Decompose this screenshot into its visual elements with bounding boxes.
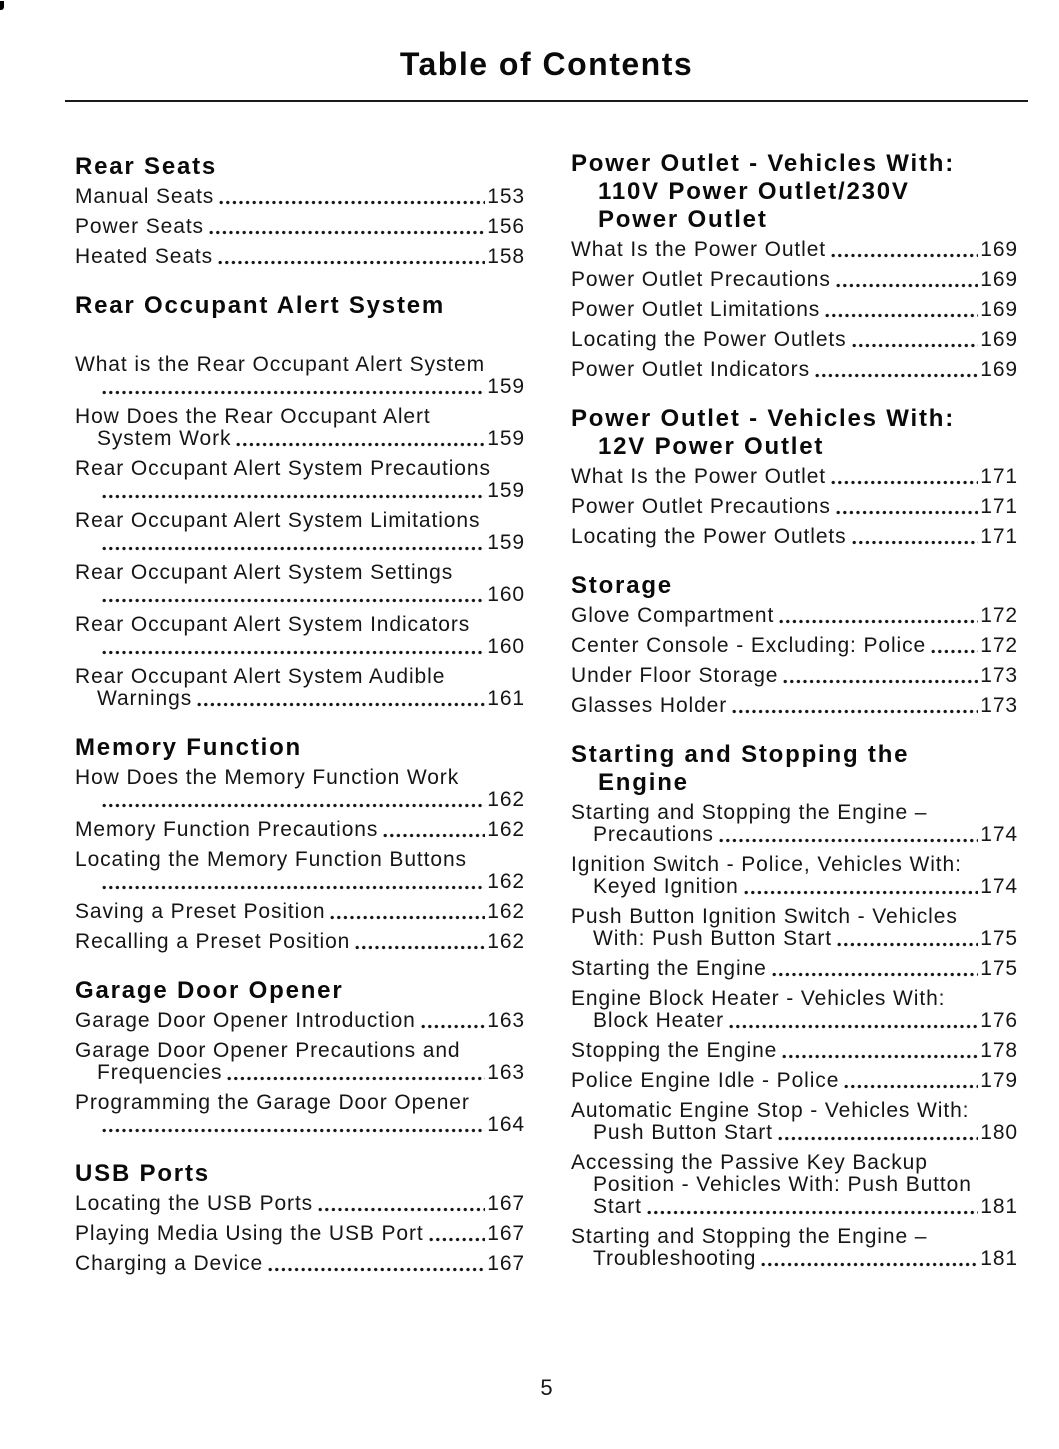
toc-entry [75,1010,525,1032]
entry-line [571,1010,1018,1032]
dot-leader [729,1024,978,1029]
toc-entry [75,1193,525,1215]
entry-line: Engine Block Heater - Vehicles With: [571,987,946,1010]
toc-entry [75,458,525,502]
page-ref: 173 [980,664,1018,687]
dot-leader [844,1084,978,1089]
page-ref: 167 [487,1252,525,1275]
toc-entry [75,186,525,208]
page-ref: 181 [980,1195,1018,1218]
page-ref: 171 [980,495,1018,518]
entry-line: Starting and Stopping the Engine – [571,1225,928,1248]
dot-leader [761,1262,978,1267]
dot-leader [719,838,978,843]
entry-line [75,376,525,398]
scan-artifact [0,1,4,10]
toc-entry [571,466,1018,488]
entry-line [571,928,1018,950]
entry-line [571,1040,1018,1062]
page-ref: 162 [487,818,525,841]
section-heading [571,405,1018,461]
page-ref: 161 [487,687,525,710]
entry-line: What is the Rear Occupant Alert System [75,353,486,376]
dot-leader [831,253,978,258]
dot-leader [779,619,978,624]
page-ref: 174 [980,875,1018,898]
toc-entry [75,246,525,268]
entry-line [571,824,1018,846]
toc-section [75,734,525,953]
section-heading-line: Rear Occupant Alert System [75,292,446,319]
entry-line [75,1062,525,1084]
page-ref: 171 [980,465,1018,488]
toc-entry [571,988,1018,1032]
entry-line [75,931,525,953]
entry-line [75,688,525,710]
entry-line [571,695,1018,717]
toc-entry [75,1092,525,1136]
section-heading [571,150,1018,234]
toc-column-right [571,150,1018,1278]
toc-entry [571,695,1018,717]
page-ref: 174 [980,823,1018,846]
toc-entry [571,329,1018,351]
dot-leader [102,390,485,395]
page-ref: 162 [487,900,525,923]
entry-line: Starting and Stopping the Engine – [571,801,928,824]
toc-section [75,292,525,710]
toc-entry [75,216,525,238]
section-heading [75,734,525,762]
entry-line [571,665,1018,687]
entry-text: Memory Function Precautions [75,818,379,841]
dot-leader [732,709,978,714]
dot-leader [236,442,485,447]
toc-entry [571,239,1018,261]
page-ref: 179 [980,1069,1018,1092]
page-ref: 160 [487,583,525,606]
entry-text: Locating the Power Outlets [571,525,847,548]
dot-leader [102,650,485,655]
dot-leader [931,649,978,654]
page-ref: 163 [487,1009,525,1032]
toc-entry [571,269,1018,291]
section-heading-line: Power Outlet - Vehicles With: [571,405,956,432]
dot-leader [778,1136,978,1141]
dot-leader [330,915,485,920]
entry-line: Automatic Engine Stop - Vehicles With: [571,1099,970,1122]
page-ref: 162 [487,930,525,953]
entry-line [75,636,525,658]
entry-line [571,1196,1018,1218]
page-ref: 162 [487,788,525,811]
dot-leader [852,343,979,348]
entry-text: Power Outlet Limitations [571,298,821,321]
toc-entry [571,958,1018,980]
entry-line: Locating the Memory Function Buttons [75,848,467,871]
dot-leader [102,546,485,551]
title-divider [65,100,1028,102]
doc-header [65,47,1028,81]
page-ref: 164 [487,1113,525,1136]
page-ref: 178 [980,1039,1018,1062]
page-ref: 167 [487,1222,525,1245]
section-heading [75,292,525,320]
toc-entry [75,901,525,923]
entry-text: Charging a Device [75,1252,264,1275]
toc-entry [75,849,525,893]
entry-line [571,239,1018,261]
toc-entry [75,614,525,658]
entry-text: Garage Door Opener Introduction [75,1009,416,1032]
toc-entry [75,406,525,450]
entry-line: How Does the Rear Occupant Alert [75,405,431,428]
page-ref: 175 [980,927,1018,950]
dot-leader [355,945,485,950]
page-ref: 180 [980,1121,1018,1144]
entry-line: Position - Vehicles With: Push Button [593,1173,972,1196]
dot-leader [782,1054,978,1059]
entry-line: Rear Occupant Alert System Indicators [75,613,471,636]
dot-leader [197,702,485,707]
entry-text: Recalling a Preset Position [75,930,351,953]
entry-line [571,329,1018,351]
entry-line [571,1122,1018,1144]
dot-leader [219,200,485,205]
page-ref: 158 [487,245,525,268]
section-heading-line: Starting and Stopping the [571,741,910,768]
entry-line [75,216,525,238]
dot-leader [772,972,979,977]
entry-line [75,584,525,606]
dot-leader [815,373,978,378]
entry-line [75,246,525,268]
dot-leader [825,313,978,318]
entry-line: Garage Door Opener Precautions and [75,1039,461,1062]
entry-text: Stopping the Engine [571,1039,778,1062]
toc-entry [75,562,525,606]
section-heading-line: Storage [571,572,673,599]
section-heading-line: Rear Seats [75,153,218,180]
entry-line [571,958,1018,980]
entry-line [75,789,525,811]
entry-text: Locating the Power Outlets [571,328,847,351]
toc-section [571,741,1018,1270]
toc-entry [571,665,1018,687]
entry-line: Rear Occupant Alert System Precautions [75,457,491,480]
dot-leader [102,598,485,603]
section-heading [75,153,525,181]
entry-text: Playing Media Using the USB Port [75,1222,424,1245]
page-ref: 159 [487,479,525,502]
toc-entry [75,819,525,841]
dot-leader [102,803,485,808]
toc-entry [571,635,1018,657]
entry-line [75,186,525,208]
entry-text: Glasses Holder [571,694,728,717]
toc-entry [571,1152,1018,1218]
toc-entry [571,496,1018,518]
entry-text: Keyed Ignition [593,875,739,898]
section-heading [75,1160,525,1188]
dot-leader [218,260,485,265]
entry-line [571,269,1018,291]
page-ref: 160 [487,635,525,658]
page-number: 5 [540,1375,553,1400]
toc-entry [571,526,1018,548]
dot-leader [647,1210,978,1215]
page-ref: 159 [487,531,525,554]
page-ref: 175 [980,957,1018,980]
entry-line [571,299,1018,321]
dot-leader [744,890,979,895]
section-heading-line: USB Ports [75,1160,210,1187]
section-heading-line: Garage Door Opener [75,977,344,1004]
toc-column-left [75,153,525,1283]
entry-line [75,1223,525,1245]
page-ref: 159 [487,427,525,450]
page-ref: 172 [980,634,1018,657]
entry-line: Rear Occupant Alert System Settings [75,561,454,584]
entry-text: Troubleshooting [593,1247,757,1270]
entry-line: Rear Occupant Alert System Limitations [75,509,481,532]
entry-text: Heated Seats [75,245,214,268]
page-ref: 181 [980,1247,1018,1270]
toc-section [75,1160,525,1275]
entry-line [571,496,1018,518]
toc-entry [571,1040,1018,1062]
page-ref: 169 [980,268,1018,291]
dot-leader [429,1237,486,1242]
toc-entry [571,854,1018,898]
page-ref: 169 [980,298,1018,321]
entry-line [75,1114,525,1136]
toc-entry [75,510,525,554]
toc-section [75,977,525,1136]
entry-line [75,1193,525,1215]
page-ref: 167 [487,1192,525,1215]
toc-entry [75,1223,525,1245]
dot-leader [227,1076,485,1081]
section-heading-line: Power Outlet [598,206,768,233]
entry-line [75,901,525,923]
entry-text: Starting the Engine [571,957,767,980]
toc-entry [571,359,1018,381]
page-ref: 169 [980,358,1018,381]
section-heading [75,977,525,1005]
dot-leader [268,1267,485,1272]
toc-section [571,405,1018,548]
page-title: Table of Contents [399,46,694,82]
toc-entry [571,605,1018,627]
section-heading-line: 110V Power Outlet/230V [598,178,910,205]
dot-leader [837,942,978,947]
toc-section [571,572,1018,717]
toc-entry [75,931,525,953]
entry-line [571,876,1018,898]
entry-text: Precautions [593,823,714,846]
section-heading-line: 12V Power Outlet [598,433,825,460]
entry-text: Under Floor Storage [571,664,779,687]
entry-text: Locating the USB Ports [75,1192,314,1215]
entry-text: Power Outlet Indicators [571,358,810,381]
entry-line [571,466,1018,488]
toc-entry [571,906,1018,950]
page-ref: 169 [980,238,1018,261]
toc-section [75,153,525,268]
entry-text: Manual Seats [75,185,215,208]
entry-line [75,1253,525,1275]
entry-line [571,605,1018,627]
toc-section [571,150,1018,381]
page-ref: 173 [980,694,1018,717]
page-ref: 171 [980,525,1018,548]
dot-leader [831,480,978,485]
toc-entry [75,1253,525,1275]
page-ref: 172 [980,604,1018,627]
entry-line [571,359,1018,381]
entry-text: Push Button Start [593,1121,773,1144]
entry-text: Start [593,1195,642,1218]
toc-entry [75,767,525,811]
entry-text: Power Outlet Precautions [571,495,831,518]
entry-line [571,1070,1018,1092]
entry-line [75,871,525,893]
toc-entry [571,802,1018,846]
page-ref: 153 [487,185,525,208]
dot-leader [783,679,978,684]
toc-entry [571,1070,1018,1092]
dot-leader [209,230,485,235]
page-footer [65,1376,1028,1400]
section-heading [571,572,1018,600]
entry-line: How Does the Memory Function Work [75,766,460,789]
dot-leader [836,510,979,515]
entry-line [75,532,525,554]
toc-entry [571,1226,1018,1270]
entry-text: System Work [97,427,232,450]
toc-entry [75,1040,525,1084]
entry-line [571,1248,1018,1270]
dot-leader [102,885,485,890]
dot-leader [383,833,485,838]
toc-entry [75,666,525,710]
entry-text: Center Console - Excluding: Police [571,634,927,657]
page-ref: 169 [980,328,1018,351]
dot-leader [421,1024,486,1029]
toc-entry [75,354,525,398]
entry-line: Programming the Garage Door Opener [75,1091,470,1114]
dot-leader [852,540,979,545]
section-heading-line: Engine [598,769,689,796]
entry-line [75,1010,525,1032]
entry-text: With: Push Button Start [593,927,832,950]
page-ref: 156 [487,215,525,238]
entry-line [571,635,1018,657]
entry-line [75,480,525,502]
dot-leader [102,1128,485,1133]
entry-text: Glove Compartment [571,604,775,627]
entry-line: Rear Occupant Alert System Audible [75,665,446,688]
entry-text: Saving a Preset Position [75,900,326,923]
page-ref: 163 [487,1061,525,1084]
entry-text: Power Outlet Precautions [571,268,831,291]
section-heading-line: Memory Function [75,734,303,761]
entry-line: Accessing the Passive Key Backup [571,1151,928,1174]
page-ref: 176 [980,1009,1018,1032]
entry-text: Frequencies [97,1061,223,1084]
page-ref: 159 [487,375,525,398]
dot-leader [836,283,979,288]
entry-text: Warnings [97,687,193,710]
entry-line: Ignition Switch - Police, Vehicles With: [571,853,962,876]
entry-line: Push Button Ignition Switch - Vehicles [571,905,958,928]
entry-line [75,428,525,450]
dot-leader [102,494,485,499]
toc-entry [571,299,1018,321]
toc-entry [571,1100,1018,1144]
section-heading [571,741,1018,797]
entry-text: Block Heater [593,1009,725,1032]
section-heading-line: Power Outlet - Vehicles With: [571,150,956,177]
entry-text: Power Seats [75,215,204,238]
entry-text: What Is the Power Outlet [571,465,827,488]
entry-text: Police Engine Idle - Police [571,1069,840,1092]
entry-text: What Is the Power Outlet [571,238,827,261]
entry-line [75,819,525,841]
page-ref: 162 [487,870,525,893]
dot-leader [318,1207,485,1212]
entry-line [571,526,1018,548]
